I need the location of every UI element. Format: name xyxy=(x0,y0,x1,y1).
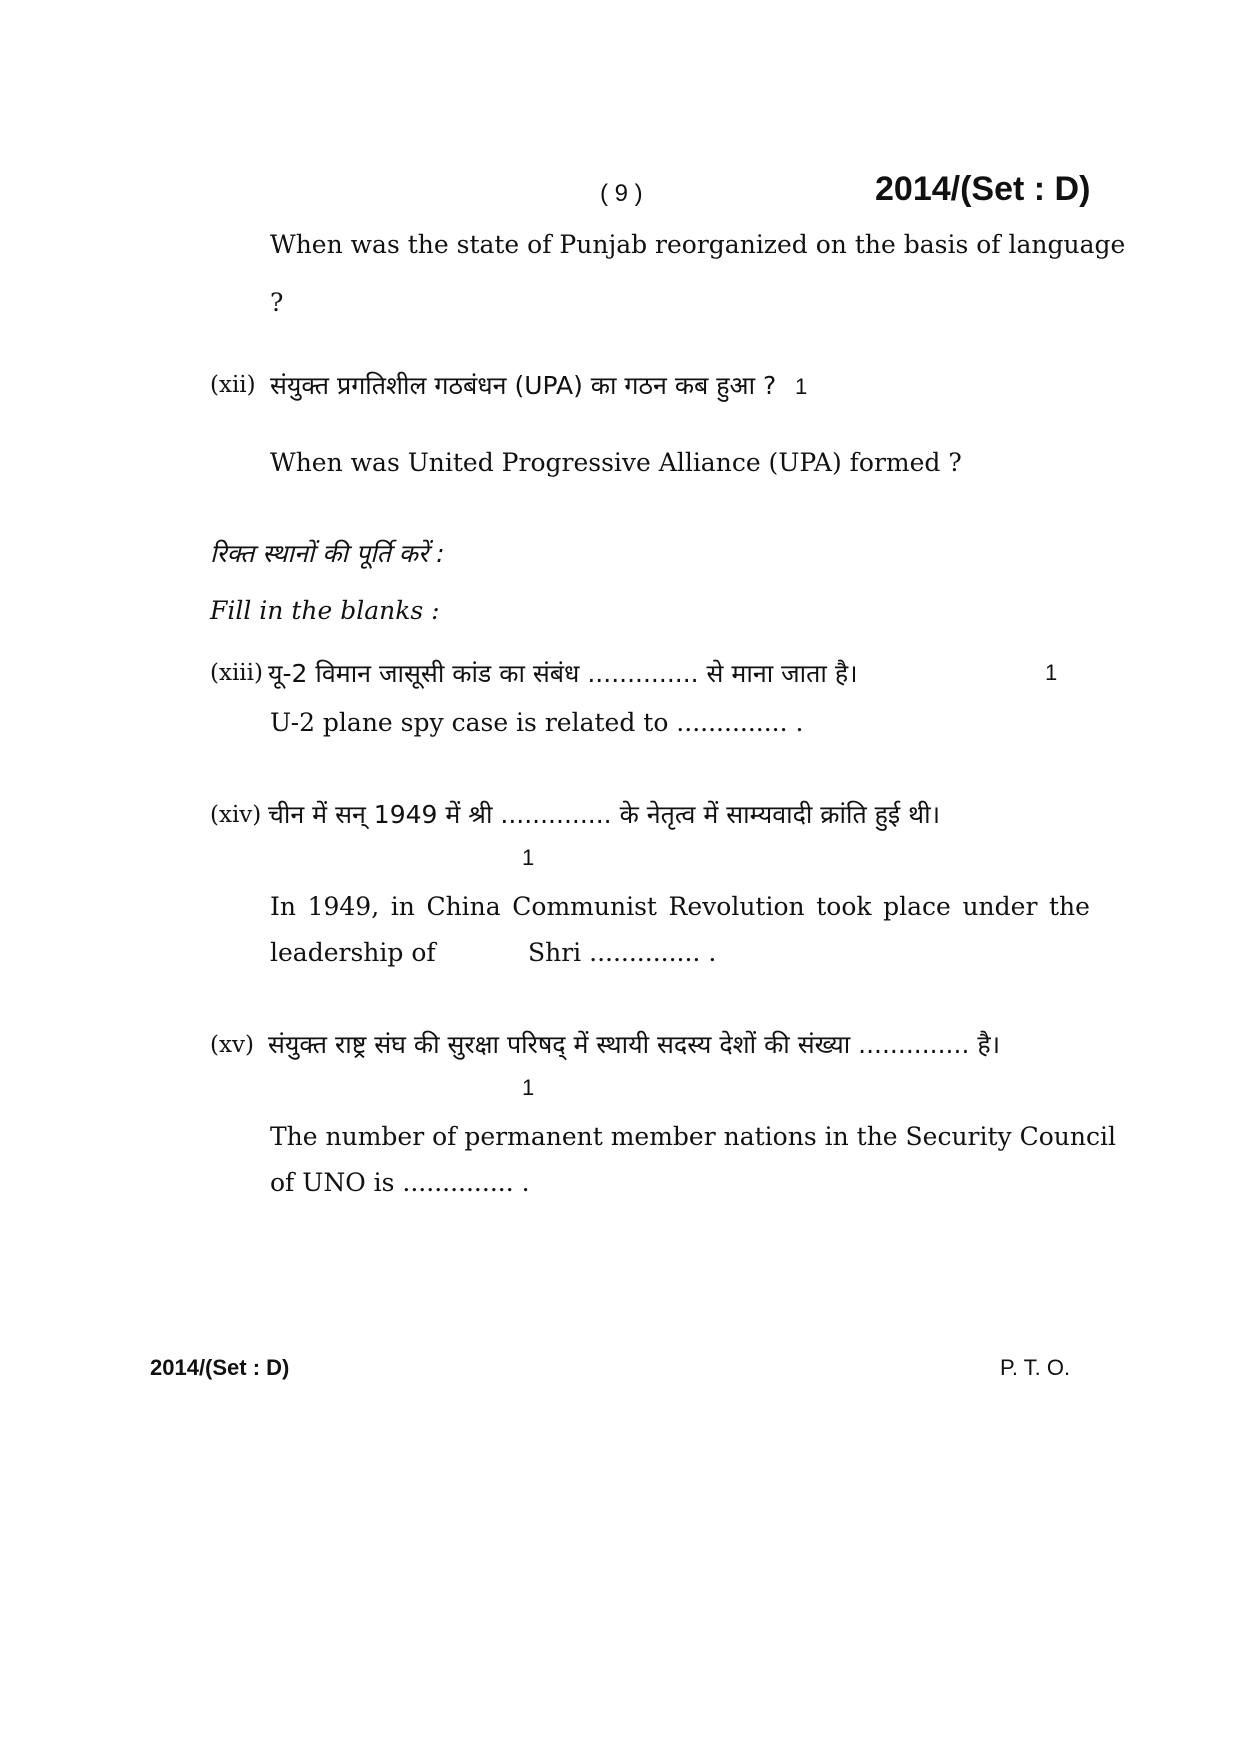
q12-english: When was United Progressive Alliance (UPA) formed ? xyxy=(270,448,962,477)
q14-word: Revolution xyxy=(668,892,805,921)
q15-english-line2: of UNO is .............. . xyxy=(270,1168,530,1197)
q14-word: the xyxy=(1048,892,1090,921)
q15-hindi: संयुक्त राष्ट्र संघ की सुरक्षा परिषद् में स्थायी सदस्य देशों की संख्या .............. है। xyxy=(268,1030,1001,1059)
q14-word: China xyxy=(426,892,501,921)
page-number: ( 9 ) xyxy=(600,180,643,207)
section-title-hindi: रिक्त स्थानों की पूर्ति करें : xyxy=(210,539,445,568)
q14-word: In xyxy=(270,892,296,921)
footer-pto: P. T. O. xyxy=(1000,1355,1071,1380)
q14-english-line1 xyxy=(270,892,1090,921)
q12-hindi: संयुक्त प्रगतिशील गठबंधन (UPA) का गठन कब हुआ ? xyxy=(270,371,777,400)
q13-hindi: यू-2 विमान जासूसी कांड का संबंध .............. से माना जाता है। xyxy=(268,659,858,688)
q15-marks: 1 xyxy=(522,1075,535,1100)
q14-english-line2-prefix: leadership of xyxy=(270,938,436,967)
q14-word: in xyxy=(390,892,415,921)
footer-set-label: 2014/(Set : D) xyxy=(150,1355,290,1380)
q13-english: U-2 plane spy case is related to .............. . xyxy=(270,708,804,737)
q13-number: (xiii) xyxy=(210,660,263,686)
q15-number: (xv) xyxy=(210,1032,254,1058)
q14-number: (xiv) xyxy=(210,802,262,828)
q14-word: Communist xyxy=(512,892,657,921)
q14-hindi: चीन में सन् 1949 में श्री .............. के नेतृत्व में साम्यवादी क्रांति हुई थी। xyxy=(268,800,941,829)
q14-word: 1949, xyxy=(307,892,380,921)
q13-marks: 1 xyxy=(1045,660,1058,685)
q12-marks: 1 xyxy=(795,374,808,399)
q12-number: (xii) xyxy=(210,372,256,398)
q15-english-line1: The number of permanent member nations in the Security Council xyxy=(270,1122,1116,1151)
q14-word: under xyxy=(962,892,1038,921)
set-header: 2014/(Set : D) xyxy=(875,170,1091,208)
q11-english-line1: When was the state of Punjab reorganized on the basis of language xyxy=(270,230,1126,259)
q14-word: place xyxy=(883,892,951,921)
q14-marks: 1 xyxy=(522,845,535,870)
q14-english-line2-suffix: Shri .............. . xyxy=(528,938,717,967)
q11-english-line2: ? xyxy=(270,288,284,317)
q14-word: took xyxy=(816,892,872,921)
section-title-english: Fill in the blanks : xyxy=(210,596,440,625)
